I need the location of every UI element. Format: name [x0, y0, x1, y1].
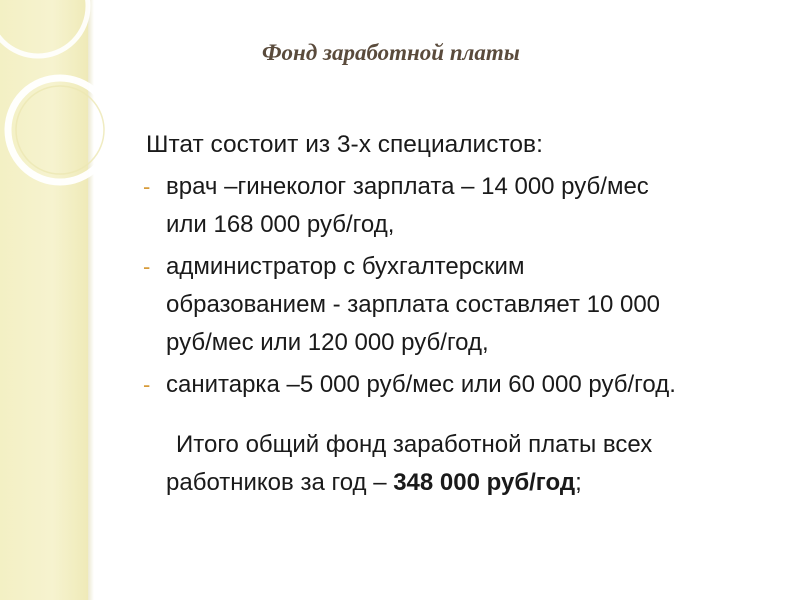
- list-item: [143, 366, 786, 404]
- list-item-line: администратор с бухгалтерским: [166, 253, 525, 280]
- bullet-marker: -: [143, 372, 151, 397]
- summary-prefix: работников за год –: [166, 469, 394, 496]
- list-item: [143, 248, 786, 362]
- slide-body: [143, 126, 786, 502]
- bullet-marker: -: [143, 174, 151, 199]
- list-item-line: руб/мес или 120 000 руб/год,: [166, 329, 489, 356]
- list-item-line: или 168 000 руб/год,: [166, 211, 395, 238]
- intro-text: Штат состоит из 3-х специалистов:: [146, 131, 543, 158]
- slide-title: Фонд заработной платы: [262, 40, 520, 65]
- list-item-line: образованием - зарплата составляет 10 000: [166, 291, 661, 318]
- summary-suffix: ;: [575, 469, 582, 496]
- list-item-line: санитарка –5 000 руб/мес или 60 000 руб/год.: [166, 371, 676, 398]
- list-item: [143, 168, 786, 244]
- summary-line: Итого общий фонд заработной платы всех: [176, 431, 653, 458]
- list-item-line: врач –гинеколог зарплата – 14 000 руб/мес: [166, 173, 649, 200]
- summary-text: [166, 426, 786, 502]
- summary-total: 348 000 руб/год: [393, 469, 576, 496]
- bullet-marker: -: [143, 254, 151, 279]
- summary-line: [166, 464, 786, 502]
